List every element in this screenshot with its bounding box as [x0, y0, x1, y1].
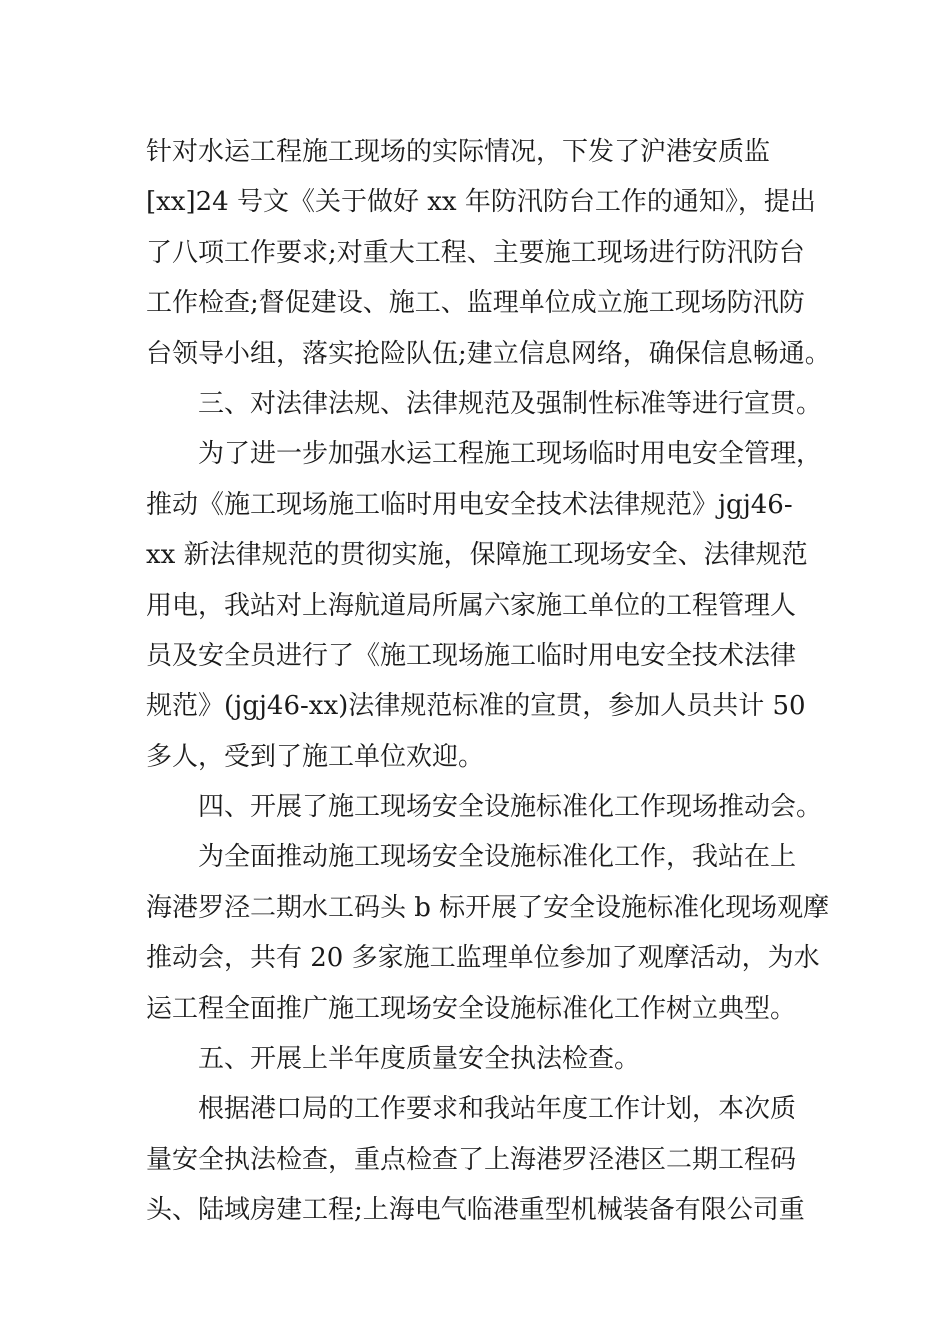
text-line: 台领导小组，落实抢险队伍;建立信息网络，确保信息畅通。	[146, 338, 831, 369]
text-line: 为了进一步加强水运工程施工现场临时用电安全管理，	[198, 439, 823, 470]
text-line: 根据港口局的工作要求和我站年度工作计划，本次质	[198, 1094, 797, 1125]
text-line: 了八项工作要求;对重大工程、主要施工现场进行防汛防台	[146, 237, 805, 268]
text-line: 用电，我站对上海航道局所属六家施工单位的工程管理人	[146, 590, 797, 621]
text-line: 运工程全面推广施工现场安全设施标准化工作树立典型。	[146, 993, 797, 1024]
text-line: 量安全执法检查，重点检查了上海港罗泾港区二期工程码	[146, 1144, 797, 1175]
section-heading: 三、对法律法规、法律规范及强制性标准等进行宣贯。	[198, 388, 823, 419]
text-line: [xx]24 号文《关于做好 xx 年防汛防台工作的通知》，提出	[146, 187, 816, 218]
text-line: 规范》(jgj46-xx)法律规范标准的宣贯，参加人员共计 50	[146, 691, 806, 722]
text-line: 工作检查;督促建设、施工、监理单位成立施工现场防汛防	[146, 288, 805, 319]
section-heading: 五、开展上半年度质量安全执法检查。	[198, 1044, 641, 1075]
text-line: 推动会，共有 20 多家施工监理单位参加了观摩活动，为水	[146, 943, 820, 974]
section-heading: 四、开展了施工现场安全设施标准化工作现场推动会。	[198, 792, 823, 823]
text-line: 推动《施工现场施工临时用电安全技术法律规范》jgj46-	[146, 489, 793, 520]
text-line: 多人，受到了施工单位欢迎。	[146, 741, 485, 772]
text-line: 针对水运工程施工现场的实际情况，下发了沪港安质监	[146, 137, 771, 167]
document-body	[146, 127, 831, 1236]
text-line: 海港罗泾二期水工码头 b 标开展了安全设施标准化现场观摩	[146, 892, 830, 923]
text-line: 为全面推动施工现场安全设施标准化工作，我站在上	[198, 842, 797, 873]
text-line: 头、陆域房建工程;上海电气临港重型机械装备有限公司重	[146, 1195, 805, 1226]
text-line: 员及安全员进行了《施工现场施工临时用电安全技术法律	[146, 640, 797, 671]
text-line: xx 新法律规范的贯彻实施，保障施工现场安全、法律规范	[146, 540, 808, 571]
